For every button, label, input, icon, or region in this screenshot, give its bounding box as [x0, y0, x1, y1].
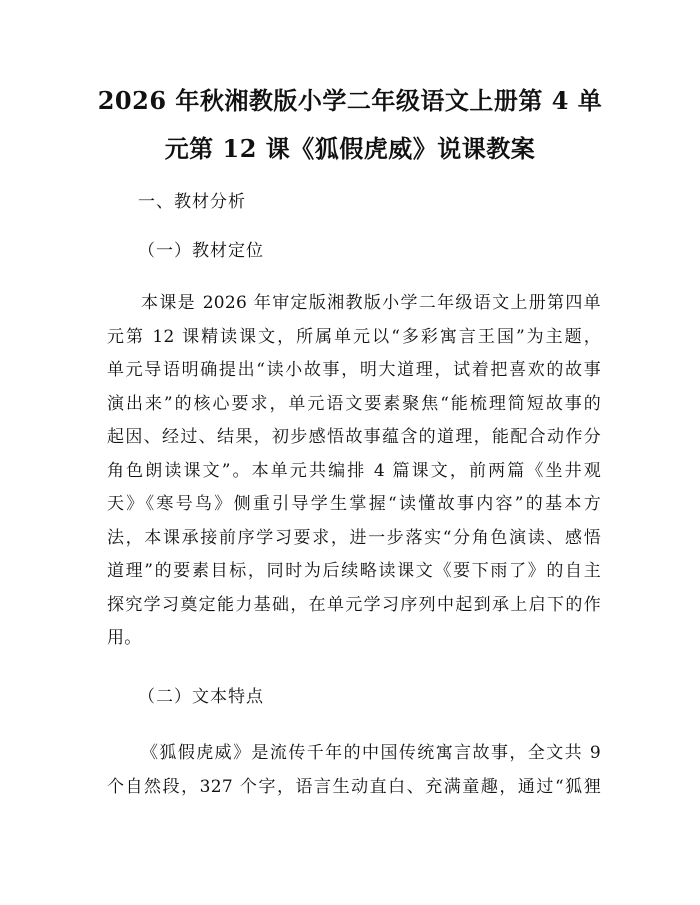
paragraph-text-features [107, 737, 601, 804]
document-title-line-2: 元第 12 课《狐假虎威》说课教案 [164, 134, 536, 163]
section-heading-materials-analysis: 一、教材分析 [138, 192, 246, 212]
paragraph-line: 探究学习奠定能力基础，在单元学习序列中起到承上启下的作 [107, 594, 601, 615]
paragraph-line: 演出来”的核心要求，单元语文要素聚焦“能梳理简短故事的 [107, 393, 601, 414]
paragraph-line: 天》《寒号鸟》侧重引导学生掌握“读懂故事内容”的基本方 [107, 494, 601, 514]
paragraph-line: 法，本课承接前序学习要求，进一步落实“分角色演读、感悟 [107, 527, 601, 548]
paragraph-line: 单元导语明确提出“读小故事，明大道理，试着把喜欢的故事 [107, 360, 601, 380]
paragraph-line: 本课是 2026 年审定版湘教版小学二年级语文上册第四单 [141, 293, 601, 313]
paragraph-positioning [107, 287, 601, 656]
subsection-heading-text-features: （二）文本特点 [138, 687, 264, 707]
paragraph-line: 个自然段，327 个字，语言生动直白、充满童趣，通过“狐狸 [107, 776, 601, 797]
paragraph-line: 起因、经过、结果，初步感悟故事蕴含的道理，能配合动作分 [107, 427, 601, 447]
subsection-heading-positioning: （一）教材定位 [138, 241, 264, 261]
paragraph-line: 角色朗读课文”。本单元共编排 4 篇课文，前两篇《坐井观 [107, 460, 601, 481]
paragraph-line: 《狐假虎威》是流传千年的中国传统寓言故事，全文共 9 [141, 743, 601, 763]
paragraph-line: 道理”的要素目标，同时为后续略读课文《要下雨了》的自主 [107, 561, 601, 581]
document-title-line-1: 2026 年秋湘教版小学二年级语文上册第 4 单 [97, 86, 603, 115]
paragraph-line: 元第 12 课精读课文，所属单元以“多彩寓言王国”为主题， [107, 326, 601, 347]
paragraph-line: 用。 [107, 628, 142, 648]
